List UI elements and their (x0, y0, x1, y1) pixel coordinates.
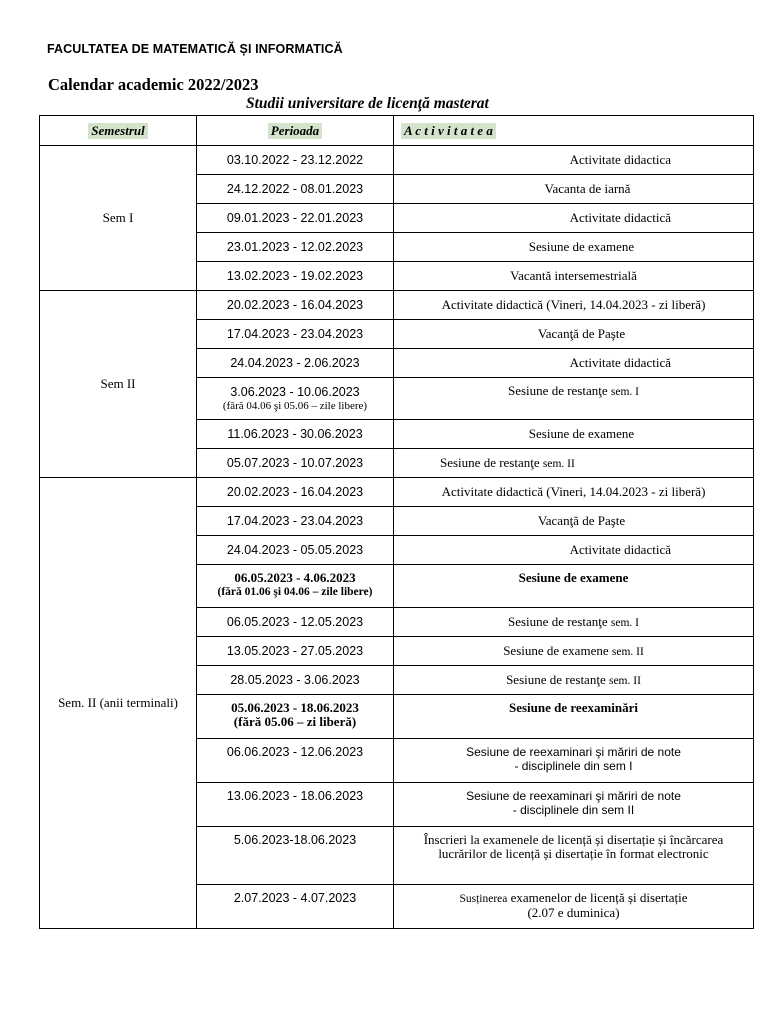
period-cell: 20.02.2023 - 16.04.2023 (197, 291, 394, 320)
academic-calendar-table (39, 115, 754, 929)
column-header-semester: Semestrul (40, 116, 197, 146)
activity-text: examenelor de licență și disertație (510, 890, 688, 905)
activity-cell: Activitate didactică (394, 536, 754, 565)
activity-cell: Activitate didactică (394, 349, 754, 378)
activity-cell (394, 449, 754, 478)
period-cell (197, 565, 394, 608)
period-cell: 24.04.2023 - 05.05.2023 (197, 536, 394, 565)
period-cell: 23.01.2023 - 12.02.2023 (197, 233, 394, 262)
table-row (40, 291, 754, 320)
faculty-name: FACULTATEA DE MATEMATICĂ ȘI INFORMATICĂ (47, 42, 343, 56)
activity-cell: Activitate didactică (Vineri, 14.04.2023 - zi liberă) (394, 291, 754, 320)
activity-text: Sesiune de reexaminari şi măriri de note (466, 789, 681, 803)
period-note: (fără 04.06 şi 05.06 – zile libere) (222, 399, 368, 412)
activity-text: Sesiune de restanţe (508, 613, 608, 629)
activity-cell: Sesiune de examene (394, 565, 754, 608)
activity-cell (394, 885, 754, 929)
period-cell: 17.04.2023 - 23.04.2023 (197, 320, 394, 349)
activity-text: Sesiune de restanţe (440, 454, 540, 470)
activity-cell: Sesiune de examene (394, 420, 754, 449)
period-cell: 20.02.2023 - 16.04.2023 (197, 478, 394, 507)
period-cell: 28.05.2023 - 3.06.2023 (197, 666, 394, 695)
period-cell: 13.02.2023 - 19.02.2023 (197, 262, 394, 291)
period-cell: 11.06.2023 - 30.06.2023 (197, 420, 394, 449)
activity-semester: sem. I (610, 616, 639, 629)
period-cell: 5.06.2023-18.06.2023 (197, 827, 394, 885)
period-text: 05.06.2023 - 18.06.2023 (231, 700, 359, 715)
activity-cell (394, 378, 754, 420)
activity-detail: - disciplinele din sem I (514, 759, 633, 773)
activity-cell (394, 666, 754, 695)
activity-detail: (2.07 e duminica) (527, 905, 620, 920)
activity-cell (394, 637, 754, 666)
activity-cell: Vacantă intersemestrială (394, 262, 754, 291)
period-cell: 06.05.2023 - 12.05.2023 (197, 608, 394, 637)
page-title: Calendar academic 2022/2023 (48, 75, 259, 94)
activity-semester: sem. II (608, 674, 641, 687)
period-note: (fără 01.06 şi 04.06 – zile libere) (217, 586, 373, 598)
table-row (40, 478, 754, 507)
activity-cell: Activitate didactică (394, 204, 754, 233)
column-header-period: Perioada (197, 116, 394, 146)
period-cell: 03.10.2022 - 23.12.2022 (197, 146, 394, 175)
column-header-activity: A c t i v i t a t e a (394, 116, 754, 146)
activity-text: Sesiune de restanţe (508, 383, 608, 398)
semester-label: Sem. II (anii terminali) (40, 478, 197, 929)
period-cell: 05.07.2023 - 10.07.2023 (197, 449, 394, 478)
activity-cell: Vacanţă de Paşte (394, 507, 754, 536)
activity-semester: sem. II (542, 457, 575, 470)
period-cell: 24.04.2023 - 2.06.2023 (197, 349, 394, 378)
page-subtitle: Studii universitare de licenţă masterat (246, 95, 489, 112)
table-row (40, 146, 754, 175)
activity-cell: Activitate didactica (394, 146, 754, 175)
activity-cell: Vacanta de iarnă (394, 175, 754, 204)
table-header-row (40, 116, 754, 146)
semester-label: Sem I (40, 146, 197, 291)
activity-cell (394, 783, 754, 827)
period-cell (197, 378, 394, 420)
period-cell: 13.06.2023 - 18.06.2023 (197, 783, 394, 827)
activity-cell: Vacanţă de Paşte (394, 320, 754, 349)
semester-label: Sem II (40, 291, 197, 478)
period-cell: 13.05.2023 - 27.05.2023 (197, 637, 394, 666)
activity-detail: - disciplinele din sem II (512, 803, 635, 817)
activity-semester: sem. II (611, 645, 644, 658)
activity-cell: Sesiune de reexaminări (394, 695, 754, 739)
period-cell: 09.01.2023 - 22.01.2023 (197, 204, 394, 233)
period-cell: 2.07.2023 - 4.07.2023 (197, 885, 394, 929)
activity-text: Sesiune de reexaminari şi măriri de note (466, 745, 681, 759)
period-text: 3.06.2023 - 10.06.2023 (230, 384, 360, 399)
period-cell (197, 695, 394, 739)
activity-text: Sesiune de examene (503, 642, 609, 658)
period-cell: 17.04.2023 - 23.04.2023 (197, 507, 394, 536)
activity-cell: Activitate didactică (Vineri, 14.04.2023 - zi liberă) (394, 478, 754, 507)
activity-text: Sesiune de restanţe (506, 671, 606, 687)
activity-lead: Susținerea (459, 893, 508, 905)
activity-cell: Înscrieri la examenele de licență și disertație și încărcarea lucrărilor de licență și disertație în format electronic (394, 827, 754, 885)
activity-semester: sem. I (610, 386, 639, 398)
period-cell: 06.06.2023 - 12.06.2023 (197, 739, 394, 783)
period-cell: 24.12.2022 - 08.01.2023 (197, 175, 394, 204)
activity-cell (394, 739, 754, 783)
period-text: 06.05.2023 - 4.06.2023 (234, 570, 356, 585)
activity-cell: Sesiune de examene (394, 233, 754, 262)
activity-cell (394, 608, 754, 637)
period-note: (fără 05.06 – zi liberă) (233, 714, 357, 729)
